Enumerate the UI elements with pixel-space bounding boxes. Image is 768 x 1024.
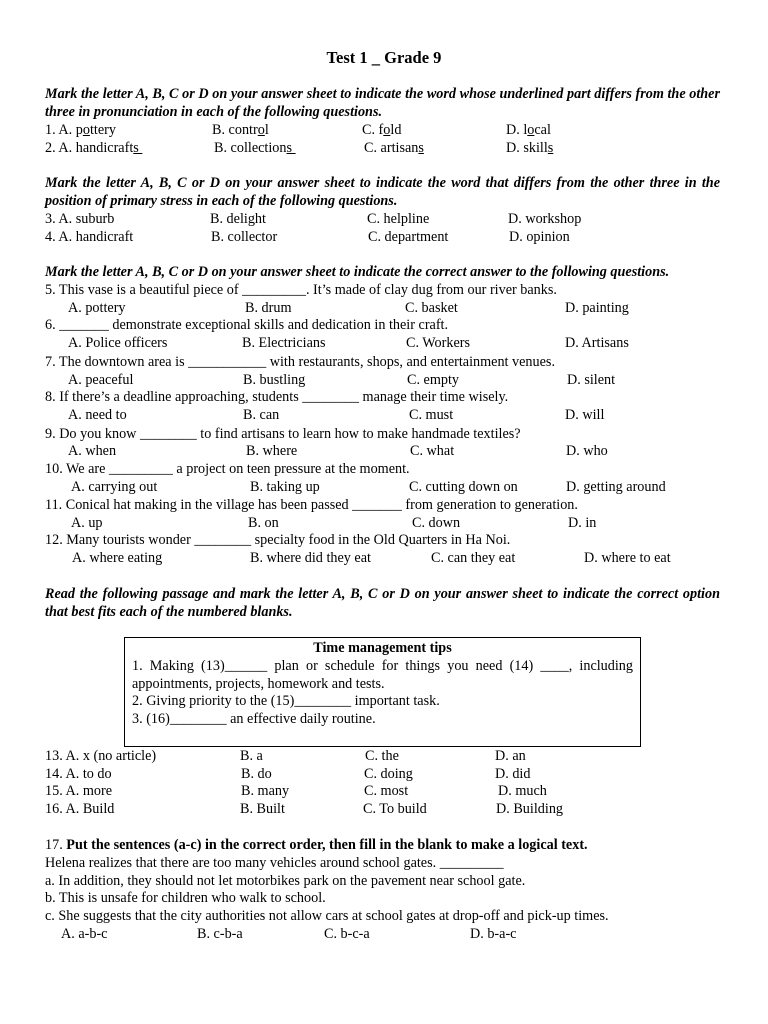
q11-option-a: A. up [71,515,103,531]
q17-option-c: C. b-c-a [324,926,370,942]
q7-option-a: A. peaceful [68,372,134,388]
q9-option-a: A. when [68,443,117,459]
q14-option-b: B. do [241,766,272,782]
q13-option-d: D. an [495,748,526,764]
q12-option-b: B. where did they eat [250,550,371,566]
q17-intro: Helena realizes that there are too many vehicles around school gates. _________ [45,855,504,871]
q14-option-a: 14. A. to do [45,766,112,782]
q7-option-c: C. empty [407,372,460,388]
q10-option-b: B. taking up [250,479,320,495]
q14-option-c: C. doing [364,766,413,782]
q15-option-c: C. most [364,783,409,799]
q3-option-a: 3. A. suburb [45,211,115,227]
q7-option-b: B. bustling [243,372,306,388]
passage-box [124,637,641,747]
q17-sentence-b: b. This is unsafe for children who walk to school. [45,890,326,906]
q10-option-c: C. cutting down on [409,479,518,495]
q17-option-d: D. b-a-c [470,926,517,942]
page-title: Test 1 _ Grade 9 [326,48,442,67]
instruction-pronunciation: Mark the letter A, B, C or D on your answer sheet to indicate the word whose underlined part differs from the other three in pronunciation in each of the following questions. [45,86,720,120]
q10-option-a: A. carrying out [71,479,158,495]
q5-option-d: D. painting [565,300,629,316]
q17-instruction: 17. Put the sentences (a-c) in the correct order, then fill in the blank to make a logical text. [45,837,588,853]
q10-stem: 10. We are _________ a project on teen pressure at the moment. [45,461,410,477]
q16-option-c: C. To build [363,801,427,817]
passage-line-1: 1. Making (13)______ plan or schedule for things you need (14) ____, including appointments, projects, homework and tests. [132,658,633,692]
q1-option-b: B. control [212,122,269,138]
instruction-passage: Read the following passage and mark the letter A, B, C or D on your answer sheet to indicate the correct option that best fits each of the numbered blanks. [45,586,720,620]
q17-option-a: A. a-b-c [61,926,108,942]
q9-stem: 9. Do you know ________ to find artisans to learn how to make handmade textiles? [45,426,521,442]
q11-option-c: C. down [412,515,461,531]
q15-option-b: B. many [241,783,290,799]
q8-option-c: C. must [409,407,454,423]
q2-option-d: D. skills [506,140,554,156]
q7-option-d: D. silent [567,372,616,388]
q6-option-c: C. Workers [406,335,471,351]
q11-option-d: D. in [568,515,597,531]
q9-option-d: D. who [566,443,608,459]
q9-option-c: C. what [410,443,455,459]
q16-option-b: B. Built [240,801,285,817]
q8-option-b: B. can [243,407,280,423]
q16-option-a: 16. A. Build [45,801,115,817]
q17-sentence-a: a. In addition, they should not let motorbikes park on the pavement near school gate. [45,873,526,889]
passage-body [132,658,633,728]
q16-option-d: D. Building [496,801,564,817]
q3-option-b: B. delight [210,211,266,227]
q4-option-b: B. collector [211,229,278,245]
q8-option-a: A. need to [68,407,127,423]
q12-option-a: A. where eating [72,550,163,566]
q10-option-d: D. getting around [566,479,666,495]
q6-option-b: B. Electricians [242,335,326,351]
passage-line-2: 2. Giving priority to the (15)________ important task. [132,693,440,710]
q5-option-c: C. basket [405,300,458,316]
q12-option-d: D. where to eat [584,550,671,566]
instruction-stress: Mark the letter A, B, C or D on your answer sheet to indicate the word that differs from the other three in the position of primary stress in each of the following questions. [45,175,720,209]
q8-stem: 8. If there’s a deadline approaching, students ________ manage their time wisely. [45,389,509,405]
q4-option-d: D. opinion [509,229,570,245]
q2-option-a: 2. A. handicrafts [45,140,143,156]
q3-option-d: D. workshop [508,211,582,227]
q4-option-a: 4. A. handicraft [45,229,134,245]
passage-title: Time management tips [313,640,452,656]
q3-option-c: C. helpline [367,211,430,227]
q5-option-a: A. pottery [68,300,126,316]
q13-option-c: C. the [365,748,399,764]
q5-option-b: B. drum [245,300,292,316]
q1-option-c: C. fold [362,122,402,138]
q1-option-d: D. local [506,122,551,138]
q9-option-b: B. where [246,443,298,459]
q6-option-a: A. Police officers [68,335,168,351]
q7-stem: 7. The downtown area is ___________ with restaurants, shops, and entertainment venues. [45,354,555,370]
q15-option-a: 15. A. more [45,783,112,799]
q4-option-c: C. department [368,229,449,245]
instruction-correct-answer: Mark the letter A, B, C or D on your answer sheet to indicate the correct answer to the following questions. [45,264,670,280]
q15-option-d: D. much [498,783,547,799]
q6-option-d: D. Artisans [565,335,629,351]
q2-option-b: B. collections [214,140,296,156]
q6-stem: 6. _______ demonstrate exceptional skills and dedication in their craft. [45,317,449,333]
q12-stem: 12. Many tourists wonder ________ specialty food in the Old Quarters in Ha Noi. [45,532,511,548]
q14-option-d: D. did [495,766,531,782]
q1-option-a: 1. A. pottery [45,122,116,138]
q12-option-c: C. can they eat [431,550,516,566]
q13-option-b: B. a [240,748,263,764]
q11-option-b: B. on [248,515,279,531]
passage-line-3: 3. (16)________ an effective daily routine. [132,710,376,727]
q11-stem: 11. Conical hat making in the village has been passed _______ from generation to generation. [45,497,578,513]
q13-option-a: 13. A. x (no article) [45,748,157,764]
q8-option-d: D. will [565,407,605,423]
q17-sentence-c: c. She suggests that the city authorities not allow cars at school gates at drop-off and pick-up times. [45,908,609,924]
q2-option-c: C. artisans [364,140,424,156]
q5-stem: 5. This vase is a beautiful piece of _________. It’s made of clay dug from our river banks. [45,282,557,298]
q17-option-b: B. c-b-a [197,926,243,942]
